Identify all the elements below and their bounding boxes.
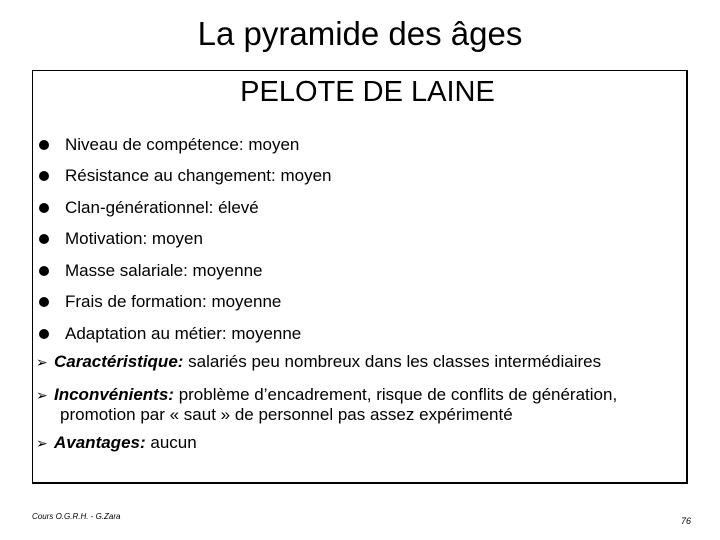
list-item-text: Motivation: moyen <box>65 229 203 249</box>
caracteristique-item <box>36 352 601 372</box>
list-item <box>39 192 332 224</box>
avantages-text: aucun <box>145 433 197 452</box>
bullet-dot-icon <box>39 140 49 150</box>
avantages-label: Avantages: <box>54 433 146 452</box>
inconvenients-label: Inconvénients: <box>54 385 174 404</box>
list-item-text: Masse salariale: moyenne <box>65 260 263 280</box>
arrow-bullet-icon: ➢ <box>36 435 48 451</box>
list-item-text: Niveau de compétence: moyen <box>65 134 300 154</box>
bullet-dot-icon <box>39 203 49 213</box>
list-item-text: Résistance au changement: moyen <box>65 166 332 186</box>
caracteristique-text: salariés peu nombreux dans les classes intermédiaires <box>183 352 602 371</box>
bullet-dot-icon <box>39 266 49 276</box>
arrow-bullet-icon: ➢ <box>36 387 48 403</box>
list-item <box>39 224 332 256</box>
content-box <box>32 70 688 484</box>
caracteristique-label: Caractéristique: <box>54 352 184 371</box>
list-item <box>39 318 332 350</box>
list-item-text: Clan-générationnel: élevé <box>65 197 259 217</box>
slide-title: La pyramide des âges <box>197 15 523 52</box>
bullet-dot-icon <box>39 297 49 307</box>
bullet-dot-icon <box>39 234 49 244</box>
inconvenients-text-line2: promotion par « saut » de personnel pas assez expérimenté <box>60 405 513 424</box>
bullet-dot-icon <box>39 329 49 339</box>
box-title: PELOTE DE LAINE <box>240 76 495 108</box>
inconvenients-item <box>36 385 617 425</box>
list-item <box>39 161 332 193</box>
avantages-item <box>36 433 197 453</box>
page-number: 76 <box>681 516 692 526</box>
list-item <box>39 255 332 287</box>
arrow-bullet-icon: ➢ <box>36 354 48 370</box>
list-item <box>39 129 332 161</box>
criteria-list <box>39 129 332 350</box>
list-item-text: Adaptation au métier: moyenne <box>65 323 302 343</box>
list-item-text: Frais de formation: moyenne <box>65 292 282 312</box>
list-item <box>39 287 332 319</box>
inconvenients-text: problème d’encadrement, risque de conflits de génération, <box>173 385 618 404</box>
footer-source: Cours O.G.R.H. - G.Zara <box>32 512 121 521</box>
bullet-dot-icon <box>39 171 49 181</box>
